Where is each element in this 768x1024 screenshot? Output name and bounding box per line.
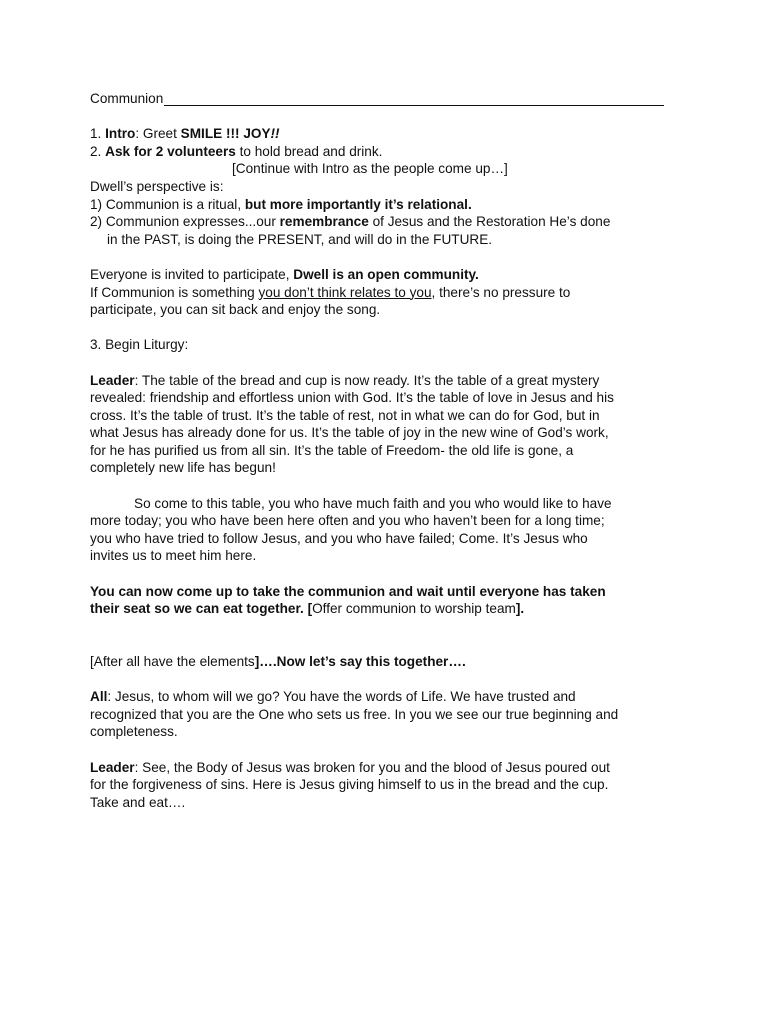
perspective-1-bold: but more importantly it’s relational. [244, 196, 472, 212]
continue-note: [Continue with Intro as the people come up…] [232, 161, 508, 177]
after-note: [After all have the elements [90, 654, 255, 669]
spacer [90, 248, 690, 266]
perspective-point-1 [90, 196, 690, 214]
come-line: So come to this table, you who have much faith and you who would like to have [134, 495, 612, 511]
document-title [90, 90, 690, 108]
instruction-line: You can now come up to take the communion and wait until everyone has taken [90, 583, 606, 599]
all-line: recognized that you are the One who sets us free. In you we see our true beginning and [90, 706, 619, 722]
perspective-point-2-cont: in the PAST, is doing the PRESENT, and will do in the FUTURE. [107, 231, 493, 247]
all-paragraph [90, 688, 690, 741]
invite-line-1 [90, 266, 690, 284]
leader-paragraph-2 [90, 759, 690, 812]
perspective-1-text: 1) Communion is a ritual, [90, 196, 245, 212]
ask-label: Ask for 2 volunteers [105, 143, 236, 159]
leader-2-line: : See, the Body of Jesus was broken for you and the blood of Jesus poured out [134, 759, 610, 775]
spacer [90, 635, 690, 653]
come-paragraph [90, 495, 690, 565]
instruction-paragraph [90, 583, 690, 618]
after-elements-line [90, 653, 690, 671]
document-page [90, 90, 690, 811]
leader-2-line: Take and eat…. [90, 794, 186, 810]
invite-2-text: If Communion is something [90, 284, 259, 300]
invite-2-underlined: you don’t think relates to you [258, 284, 432, 300]
spacer [90, 741, 690, 759]
intro-text: : Greet [135, 126, 181, 142]
instruction-bracket: [ [307, 601, 313, 617]
invite-2-rest: , there’s no pressure to [431, 284, 571, 300]
intro-smile: SMILE !!! JOY [180, 126, 271, 142]
instruction-bracket: ]. [515, 601, 525, 617]
leader-paragraph-1 [90, 372, 690, 478]
invite-text: Everyone is invited to participate, [90, 266, 294, 282]
intro-item [90, 125, 690, 143]
spacer [90, 108, 690, 126]
spacer [90, 671, 690, 689]
all-line: : Jesus, to whom will we go? You have the words of Life. We have trusted and [107, 689, 576, 705]
liturgy-heading: 3. Begin Liturgy: [90, 337, 189, 353]
leader-label: Leader [90, 372, 135, 388]
come-line: invites us to meet him here. [90, 548, 257, 564]
all-line: completeness. [90, 724, 178, 740]
spacer [90, 354, 690, 372]
leader-2-line: for the forgiveness of sins. Here is Jesus giving himself to us in the bread and the cup. [90, 777, 609, 793]
leader-1-line: cross. It’s the table of trust. It’s the table of rest, not in what we can do for God, but in [90, 407, 600, 423]
invite-bold: Dwell is an open community. [293, 266, 479, 282]
intro-label: Intro [105, 126, 136, 142]
instruction-bold: their seat so we can eat together. [90, 601, 308, 617]
instruction-note: Offer communion to worship team [312, 601, 516, 617]
perspective-2-text: 2) Communion expresses...our [90, 214, 280, 230]
intro-exclaim: !! [270, 126, 280, 142]
ask-text: to hold bread and drink. [235, 143, 383, 159]
ask-number: 2. [90, 143, 106, 159]
leader-label: Leader [90, 759, 135, 775]
leader-1-line: : The table of the bread and cup is now ready. It’s the table of a great mystery [134, 372, 600, 388]
invite-line-2 [90, 284, 690, 302]
perspective-2-bold: remembrance [279, 214, 369, 230]
title-text: Communion [90, 91, 164, 106]
perspective-heading: Dwell’s perspective is: [90, 178, 224, 194]
all-label: All [90, 689, 108, 705]
spacer [90, 618, 690, 636]
leader-1-line: for he has purified us from all sin. It’s the table of Freedom- the old life is gone, a [90, 442, 574, 458]
spacer [90, 319, 690, 337]
title-underline [164, 105, 664, 106]
invite-line-3: participate, you can sit back and enjoy the song. [90, 302, 381, 318]
perspective-2-rest: of Jesus and the Restoration He’s done [368, 214, 611, 230]
say-together: ]….Now let’s say this together…. [254, 654, 466, 669]
ask-item [90, 143, 690, 161]
intro-number: 1. [90, 126, 106, 142]
come-line: you who have tried to follow Jesus, and you who have failed; Come. It’s Jesus who [90, 530, 588, 546]
spacer [90, 477, 690, 495]
leader-1-line: completely new life has begun! [90, 460, 276, 476]
spacer [90, 565, 690, 583]
perspective-point-2 [90, 213, 690, 231]
leader-1-line: what Jesus has already done for us. It’s the table of joy in the new wine of God’s work, [90, 425, 609, 441]
leader-1-line: revealed: friendship and effortless union with God. It’s the table of love in Jesus and his [90, 390, 614, 406]
come-line: more today; you who have been here often and you who haven’t been for a long time; [90, 513, 605, 529]
